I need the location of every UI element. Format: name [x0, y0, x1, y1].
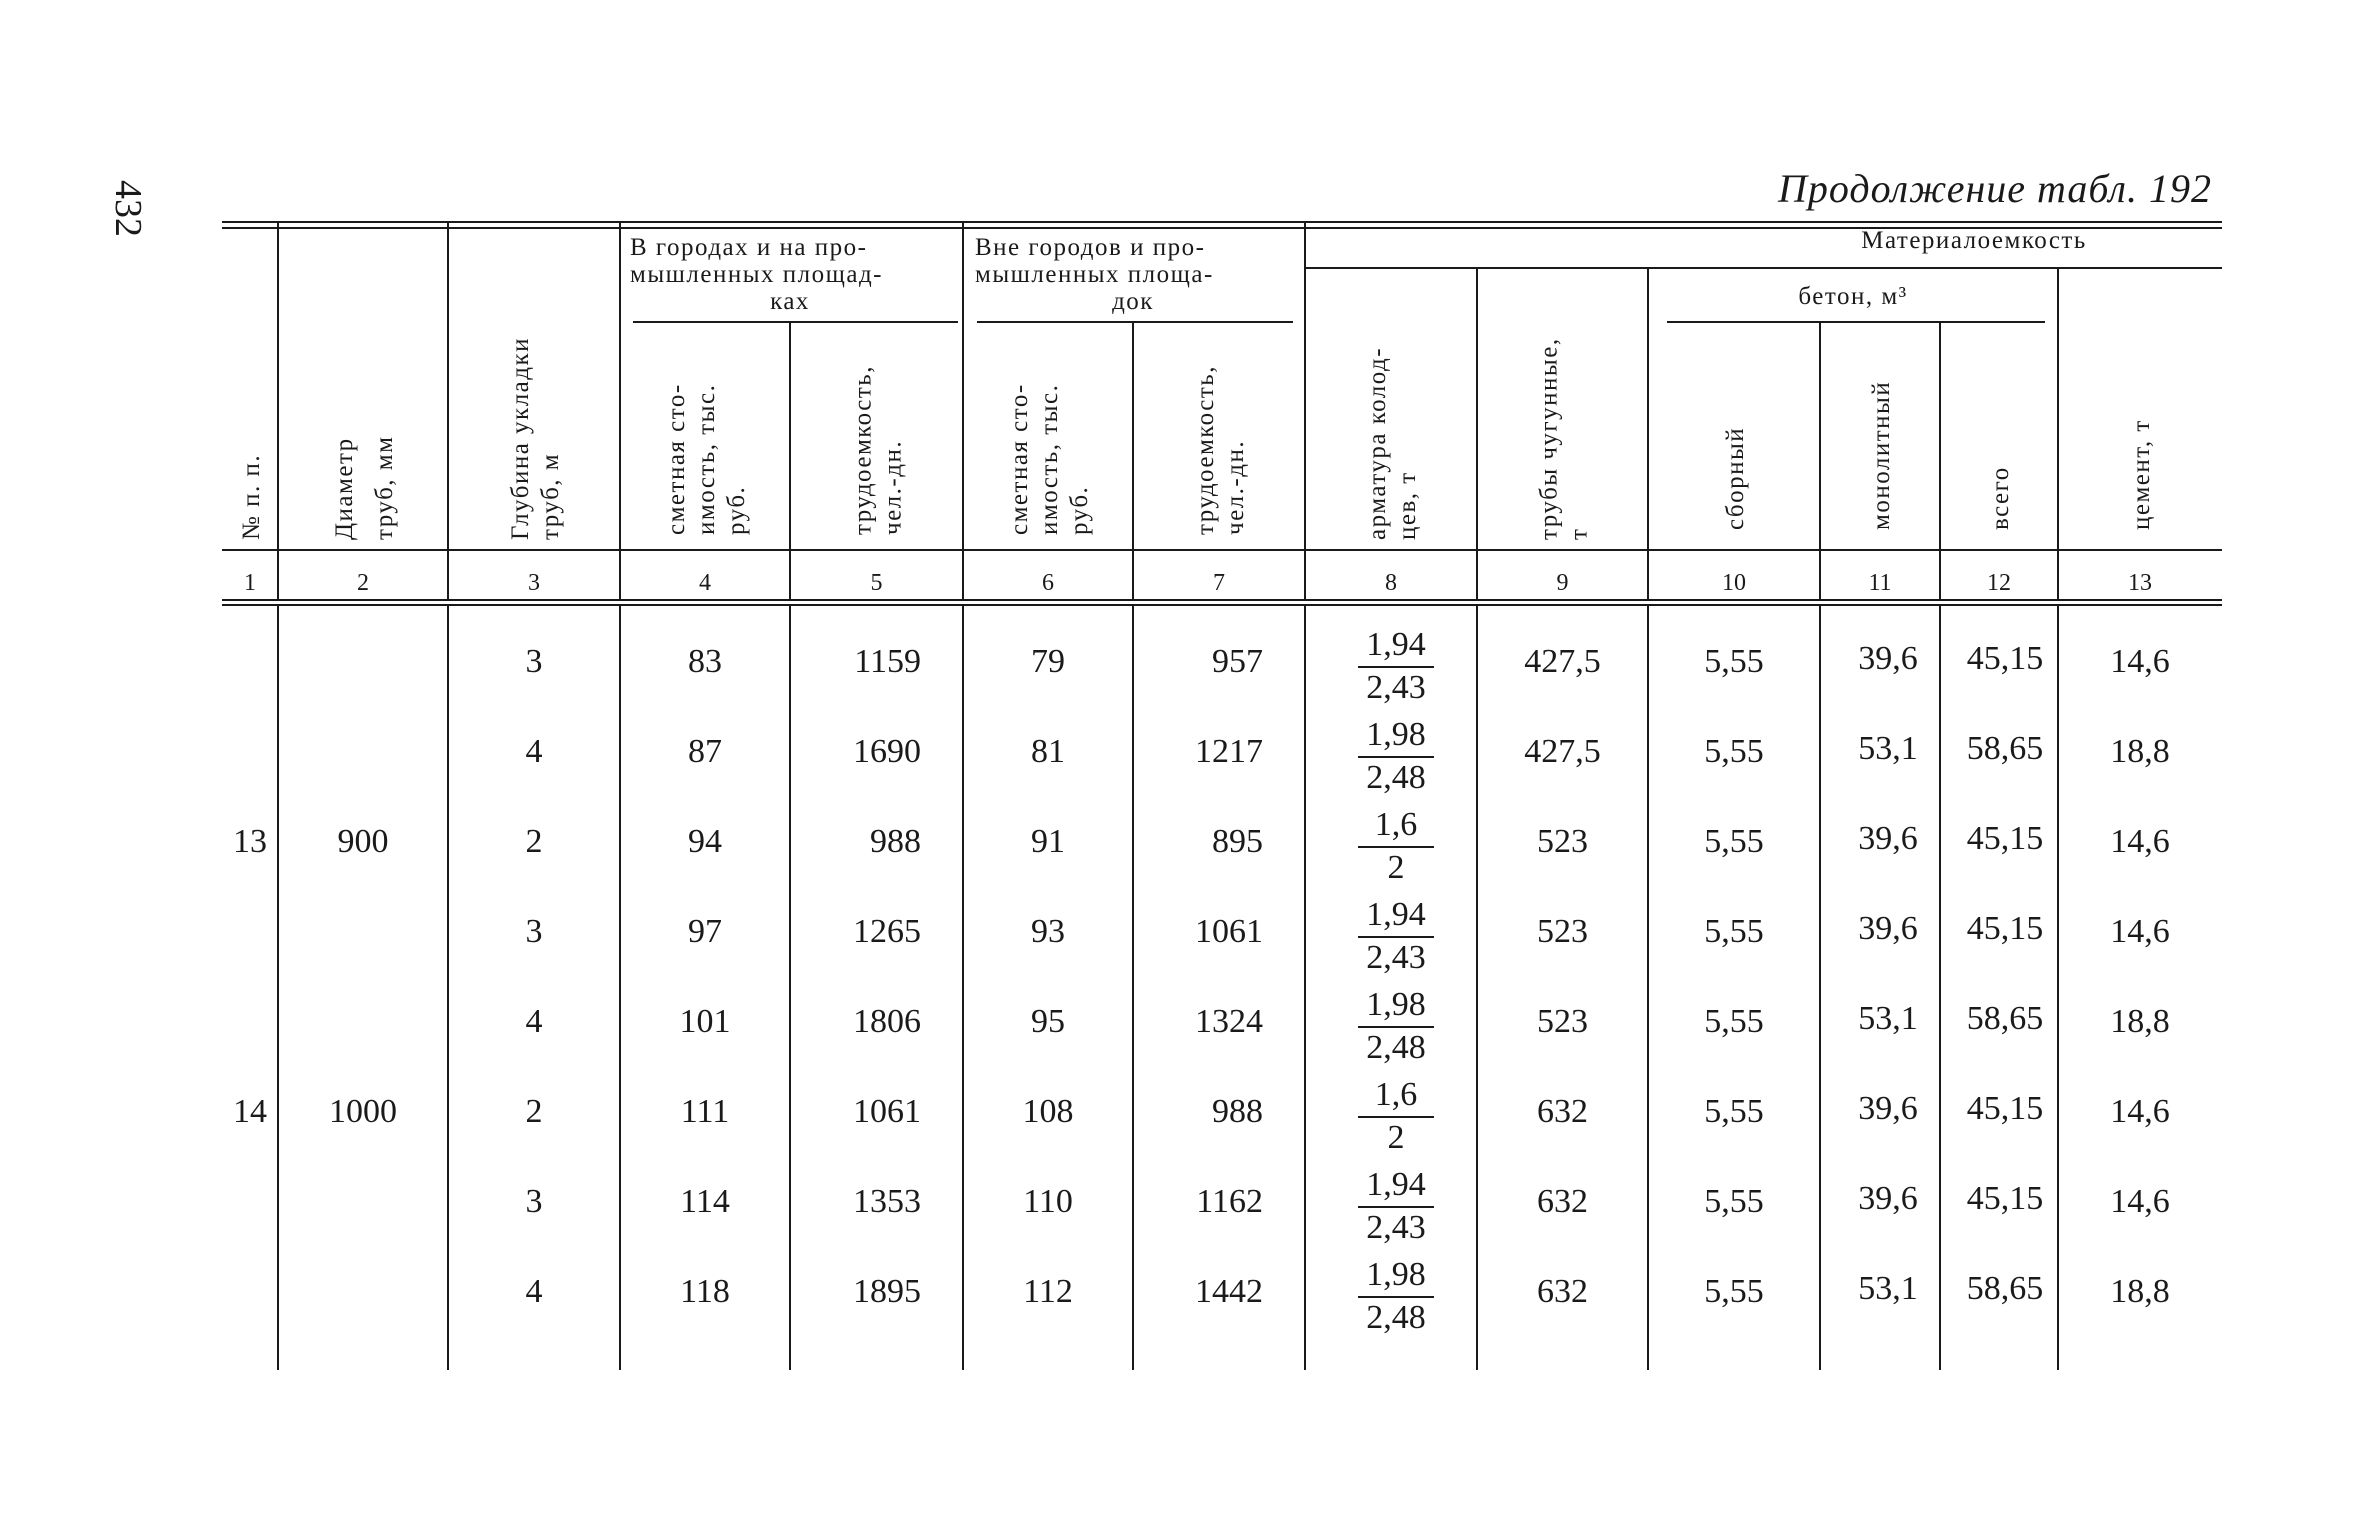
- cell-pipes: 632: [1537, 1183, 1588, 1220]
- cell-city-labor: 988: [870, 823, 921, 860]
- column-number: 5: [870, 570, 883, 596]
- header-diameter: Диаметр: [331, 437, 358, 540]
- cell-outside-cost: 81: [1031, 733, 1065, 770]
- cell-city-cost: 114: [680, 1183, 730, 1220]
- header-armature: арматура колод-: [1364, 346, 1391, 540]
- cell-depth: 2: [525, 1093, 543, 1130]
- cell-total: 45,15: [1966, 910, 2044, 947]
- column-number: 6: [1042, 570, 1054, 596]
- cell-diameter: 900: [337, 823, 389, 860]
- cell-city-cost: 83: [688, 643, 722, 680]
- cell-pipes: 632: [1537, 1093, 1588, 1130]
- cell-armature-numerator: 1,94: [1366, 626, 1426, 663]
- header-group-city: мышленных площад-: [630, 261, 883, 288]
- header-group-outside: Вне городов и про-: [975, 234, 1206, 261]
- cell-armature-numerator: 1,94: [1366, 1166, 1426, 1203]
- cell-outside-cost: 79: [1031, 643, 1065, 680]
- cell-monolithic: 39,6: [1858, 640, 1918, 677]
- header-group-city: ках: [770, 288, 810, 315]
- header-group-outside: мышленных площа-: [975, 261, 1214, 288]
- header-labor-city: чел.-дн.: [879, 439, 907, 535]
- cell-city-cost: 87: [688, 733, 722, 770]
- cell-city-labor: 1806: [853, 1003, 921, 1040]
- cell-armature-denominator: 2,43: [1366, 1209, 1426, 1246]
- cell-pipes: 632: [1537, 1273, 1588, 1310]
- column-number: 1: [244, 570, 256, 596]
- column-number: 8: [1385, 570, 1397, 596]
- header-cost-city: руб.: [723, 485, 750, 535]
- cell-armature-denominator: 2,43: [1366, 669, 1426, 706]
- column-number: 12: [1987, 570, 2011, 596]
- cell-depth: 2: [525, 823, 543, 860]
- header-concrete: бетон, м³: [1798, 283, 1908, 310]
- cell-prefab: 5,55: [1704, 1003, 1764, 1040]
- cell-total: 45,15: [1966, 1180, 2044, 1217]
- cell-total: 58,65: [1966, 730, 2044, 767]
- table-caption: Продолжение табл. 192: [1777, 166, 2212, 211]
- cell-prefab: 5,55: [1704, 1273, 1764, 1310]
- header-depth: Глубина укладки: [507, 336, 534, 540]
- cell-outside-cost: 108: [1022, 1093, 1074, 1130]
- cell-outside-cost: 112: [1023, 1273, 1073, 1310]
- cell-city-labor: 1159: [854, 643, 921, 680]
- cell-prefab: 5,55: [1704, 1093, 1764, 1130]
- cell-armature-numerator: 1,6: [1374, 1076, 1418, 1113]
- header-labor-outside: трудоемкость,: [1192, 365, 1219, 535]
- cell-diameter: 1000: [329, 1093, 397, 1130]
- cell-outside-cost: 93: [1031, 913, 1065, 950]
- cell-depth: 4: [525, 1273, 543, 1310]
- cell-armature-denominator: 2,48: [1366, 1299, 1426, 1336]
- cell-item-number: 13: [233, 823, 267, 860]
- header-monolithic: монолитный: [1868, 380, 1895, 530]
- cell-city-cost: 101: [679, 1003, 731, 1040]
- header-cost-outside: имость, тыс.: [1036, 383, 1063, 535]
- cell-armature-denominator: 2: [1387, 1119, 1405, 1156]
- cell-monolithic: 53,1: [1858, 730, 1918, 767]
- cell-depth: 4: [525, 733, 543, 770]
- cell-outside-labor: 988: [1212, 1093, 1263, 1130]
- column-number: 3: [528, 570, 540, 596]
- column-number: 13: [2128, 570, 2152, 596]
- column-number: 10: [1722, 570, 1746, 596]
- cell-depth: 3: [525, 913, 543, 950]
- cell-outside-labor: 1217: [1195, 733, 1263, 770]
- cell-item-number: 14: [233, 1093, 267, 1130]
- cell-cement: 14,6: [2110, 643, 2170, 680]
- header-group-outside: док: [1112, 288, 1154, 315]
- cell-cement: 14,6: [2110, 1183, 2170, 1220]
- column-number: 4: [699, 570, 711, 596]
- header-group-city: В городах и на про-: [630, 234, 868, 261]
- cell-armature-numerator: 1,98: [1366, 1256, 1426, 1293]
- header-labor-outside: чел.-дн.: [1222, 439, 1249, 535]
- column-number: 9: [1556, 570, 1569, 596]
- cell-city-cost: 118: [680, 1273, 730, 1310]
- header-cost-outside: руб.: [1066, 485, 1093, 535]
- cell-armature-numerator: 1,98: [1366, 716, 1426, 753]
- header-pipes: т: [1565, 527, 1593, 540]
- cell-armature-numerator: 1,6: [1374, 806, 1418, 843]
- header-armature: цев, т: [1394, 471, 1421, 540]
- header-total: всего: [1987, 466, 2014, 530]
- cell-monolithic: 39,6: [1858, 1090, 1918, 1127]
- cell-outside-cost: 95: [1031, 1003, 1065, 1040]
- cell-prefab: 5,55: [1704, 733, 1764, 770]
- cell-depth: 4: [525, 1003, 543, 1040]
- column-number: 2: [357, 570, 369, 596]
- cell-outside-labor: 957: [1212, 643, 1263, 680]
- cell-pipes: 523: [1537, 823, 1588, 860]
- cell-monolithic: 39,6: [1858, 820, 1918, 857]
- column-number: 7: [1213, 570, 1225, 596]
- cell-outside-cost: 110: [1023, 1183, 1073, 1220]
- cell-city-labor: 1690: [853, 733, 921, 770]
- cell-depth: 3: [525, 643, 543, 680]
- cell-armature-denominator: 2: [1387, 849, 1405, 886]
- cell-total: 58,65: [1966, 1000, 2044, 1037]
- cell-armature-numerator: 1,98: [1366, 986, 1426, 1023]
- header-diameter: труб, мм: [371, 435, 398, 540]
- header-cement: цемент, т: [2128, 419, 2155, 530]
- cell-outside-cost: 91: [1031, 823, 1065, 860]
- cell-outside-labor: 1162: [1196, 1183, 1263, 1220]
- cell-cement: 18,8: [2110, 733, 2170, 770]
- cell-armature-denominator: 2,48: [1366, 759, 1426, 796]
- header-depth: труб, м: [537, 452, 564, 540]
- cell-city-cost: 97: [688, 913, 722, 950]
- cell-depth: 3: [525, 1183, 543, 1220]
- cell-prefab: 5,55: [1704, 643, 1764, 680]
- cell-city-cost: 94: [688, 823, 722, 860]
- column-number: 11: [1868, 570, 1892, 596]
- cell-city-labor: 1265: [853, 913, 921, 950]
- cell-city-cost: 111: [680, 1093, 730, 1130]
- cell-pipes: 427,5: [1524, 643, 1601, 680]
- header-materials: Материалоемкость: [1861, 227, 2087, 254]
- cell-total: 45,15: [1966, 640, 2044, 677]
- cell-cement: 18,8: [2110, 1003, 2170, 1040]
- cell-total: 45,15: [1966, 1090, 2044, 1127]
- cell-outside-labor: 895: [1212, 823, 1263, 860]
- cell-total: 58,65: [1966, 1270, 2044, 1307]
- cell-cement: 14,6: [2110, 1093, 2170, 1130]
- cell-monolithic: 53,1: [1858, 1270, 1918, 1307]
- cell-monolithic: 39,6: [1858, 1180, 1918, 1217]
- cell-city-labor: 1353: [853, 1183, 921, 1220]
- cell-pipes: 427,5: [1524, 733, 1601, 770]
- table-text: [233, 227, 2170, 1336]
- cell-armature-denominator: 2,48: [1366, 1029, 1426, 1066]
- cell-city-labor: 1061: [853, 1093, 921, 1130]
- cell-prefab: 5,55: [1704, 913, 1764, 950]
- cell-outside-labor: 1324: [1195, 1003, 1263, 1040]
- cell-city-labor: 1895: [853, 1273, 921, 1310]
- page-number: 432: [107, 180, 149, 237]
- cell-pipes: 523: [1537, 1003, 1588, 1040]
- cell-cement: 14,6: [2110, 913, 2170, 950]
- cell-prefab: 5,55: [1704, 823, 1764, 860]
- cell-cement: 18,8: [2110, 1273, 2170, 1310]
- cell-monolithic: 53,1: [1858, 1000, 1918, 1037]
- header-no: № п. п.: [238, 453, 265, 540]
- cell-outside-labor: 1442: [1195, 1273, 1263, 1310]
- header-prefab: сборный: [1722, 426, 1749, 530]
- cell-outside-labor: 1061: [1195, 913, 1263, 950]
- header-cost-outside: сметная сто-: [1006, 383, 1033, 535]
- cell-armature-denominator: 2,43: [1366, 939, 1426, 976]
- cell-armature-numerator: 1,94: [1366, 896, 1426, 933]
- cell-pipes: 523: [1537, 913, 1588, 950]
- header-cost-city: сметная сто-: [663, 383, 690, 535]
- header-cost-city: имость, тыс.: [693, 383, 720, 535]
- cell-prefab: 5,55: [1704, 1183, 1764, 1220]
- cell-monolithic: 39,6: [1858, 910, 1918, 947]
- cell-total: 45,15: [1966, 820, 2044, 857]
- header-labor-city: трудоемкость,: [849, 365, 877, 535]
- header-pipes: трубы чугунные,: [1535, 337, 1563, 540]
- cell-cement: 14,6: [2110, 823, 2170, 860]
